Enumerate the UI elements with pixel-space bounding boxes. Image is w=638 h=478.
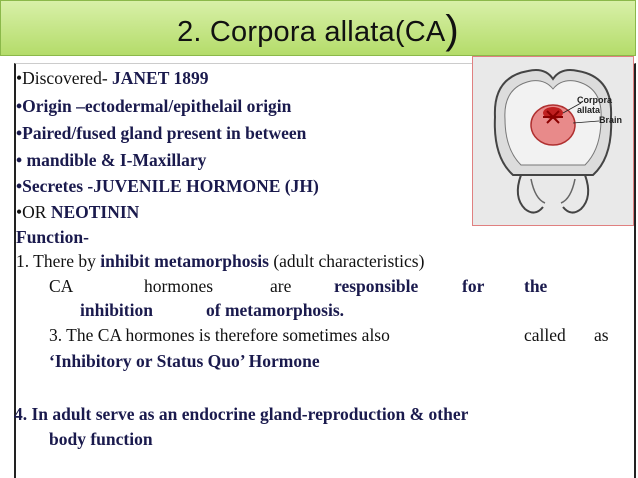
bullet-neotinin-label: •OR — [16, 202, 51, 222]
function-line2-the: the — [524, 276, 548, 296]
bullet-discovered-label: •Discovered- — [16, 68, 113, 88]
function-item-1-suffix: (adult characteristics) — [268, 251, 425, 271]
function-item-3-called: called — [524, 325, 566, 345]
function-line3-metamorphosis: of metamorphosis. — [206, 300, 345, 320]
function-line2-for: for — [462, 276, 485, 296]
function-line2-are: are — [270, 276, 292, 296]
function-line2-responsible: responsible — [334, 276, 419, 296]
function-item-1 — [16, 250, 424, 272]
function-line3-inhibition: inhibition — [80, 300, 153, 320]
insect-head-figure — [472, 56, 634, 226]
function-item-1-bold: inhibit metamorphosis — [100, 251, 269, 271]
figure-label-corpora-allata: Corpora allata — [577, 95, 613, 115]
bullet-neotinin-value: NEOTININ — [50, 202, 140, 222]
figure-label-brain: Brain — [599, 115, 623, 125]
function-line2-hormones: hormones — [144, 276, 214, 296]
function-item-3-as: as — [594, 325, 609, 345]
function-item-3: 3. The CA hormones is therefore sometimes also — [49, 325, 390, 345]
bullet-discovered — [16, 67, 208, 89]
slide-title — [177, 7, 459, 52]
bullet-discovered-value: JANET 1899 — [112, 68, 209, 88]
function-item-3-hormone-name: ‘Inhibitory or Status Quo’ Hormone — [49, 351, 320, 371]
function-heading: Function- — [16, 227, 89, 247]
title-bar — [0, 0, 636, 56]
slide-title-text: 2. Corpora allata(CA — [177, 15, 446, 48]
function-item-4: 4. In adult serve as an endocrine gland-reproduction & other — [14, 404, 469, 424]
bullet-origin: •Origin –ectodermal/epithelail origin — [16, 96, 292, 116]
slide-title-paren: ) — [445, 7, 459, 52]
bullet-secretes: •Secretes -JUVENILE HORMONE (JH) — [16, 176, 319, 196]
function-item-1-prefix: 1. There by — [16, 251, 101, 271]
bullet-neotinin — [16, 201, 139, 223]
bullet-paired-gland: •Paired/fused gland present in between — [16, 123, 307, 143]
insect-head-drawing — [473, 57, 633, 225]
bullet-mandible: • mandible & I-Maxillary — [16, 150, 207, 170]
function-line2-ca: CA — [49, 276, 74, 296]
function-item-4-cont: body function — [49, 429, 153, 449]
